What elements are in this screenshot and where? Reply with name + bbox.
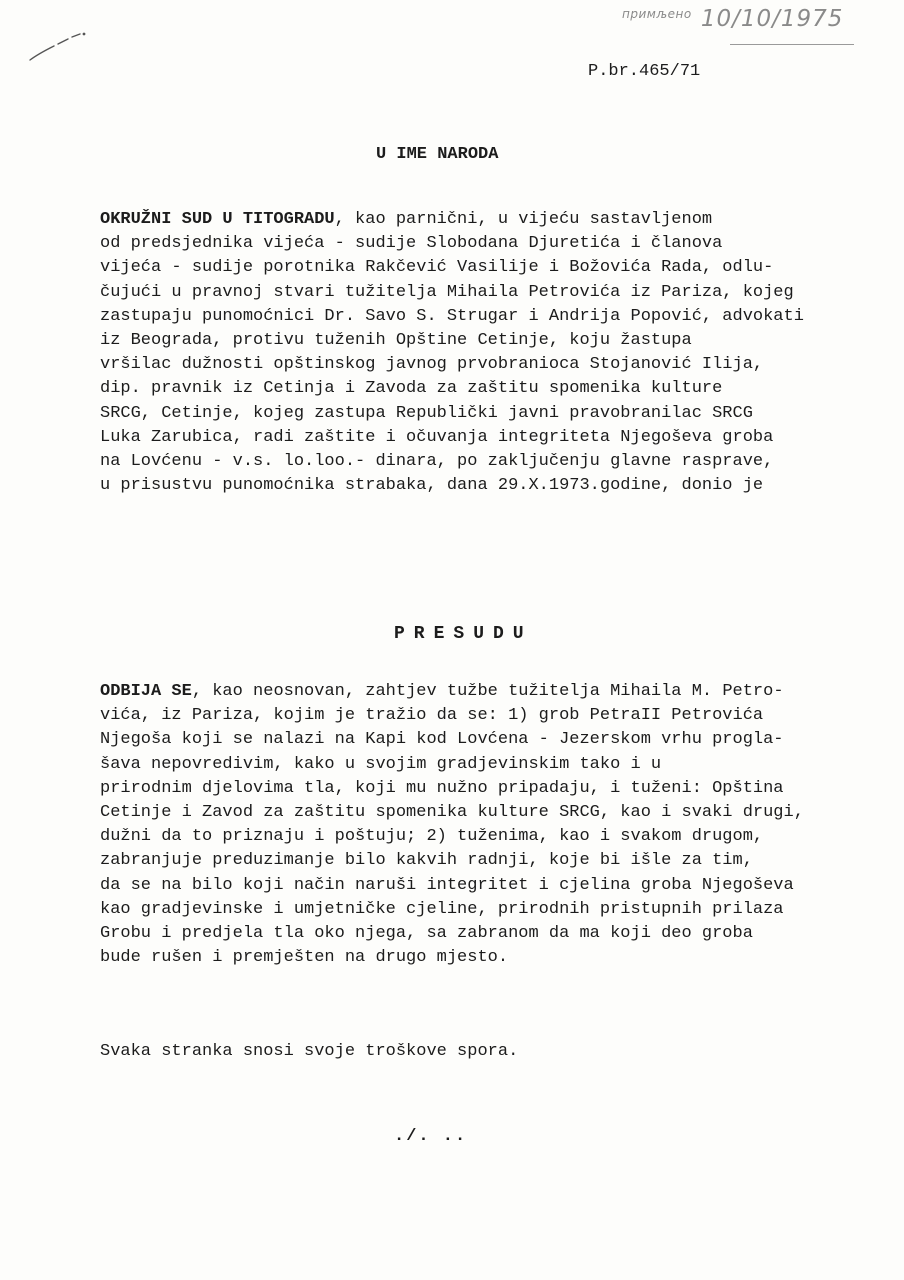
text-line: dužni da to priznaju i poštuju; 2) tuženima, kao i svakom drugom, <box>100 827 764 847</box>
document-heading: U IME NARODA <box>376 145 499 164</box>
verdict-title: PRESUDU <box>394 624 533 644</box>
received-stamp <box>622 6 843 32</box>
text-line: OKRUŽNI SUD U TITOGRADU, kao parnični, u vijeću sastavljenom <box>100 210 713 229</box>
court-name: OKRUŽNI SUD U TITOGRADU <box>100 210 335 229</box>
ruling-lead: ODBIJA SE <box>100 682 192 701</box>
text-line: da se na bilo koji način naruši integritet i cjelina groba Njegoševa <box>100 875 794 895</box>
text-line: šava nepovredivim, kako u svojim gradjevinskim tako i u <box>100 754 662 774</box>
text-line: prirodnim djelovima tla, koji mu nužno pripadaju, i tuženi: Opština <box>100 778 784 798</box>
case-number: P.br.465/71 <box>588 62 701 81</box>
text-line: iz Beograda, protivu tuženih Opštine Cetinje, koju žastupa <box>100 330 692 350</box>
text-line: kao gradjevinske i umjetničke cjeline, prirodnih pristupnih prilaza <box>100 899 784 919</box>
pen-mark <box>24 28 94 68</box>
text-line: u prisustvu punomoćnika strabaka, dana 29.X.1973.godine, donio je <box>100 476 764 496</box>
text-line: vijeća - sudije porotnika Rakčević Vasilije i Božovića Rada, odlu- <box>100 258 774 278</box>
text-line: dip. pravnik iz Cetinja i Zavoda za zaštitu spomenika kulture <box>100 379 723 399</box>
text-line: vića, iz Pariza, kojim je tražio da se: 1) grob PetraII Petrovića <box>100 706 764 726</box>
text-line: bude rušen i premješten na drugo mjesto. <box>100 948 509 968</box>
text-line: Svaka stranka snosi svoje troškove spora. <box>100 1042 519 1061</box>
text-line: SRCG, Cetinje, kojeg zastupa Republički javni pravobranilac SRCG <box>100 403 753 423</box>
page-continuation-mark: ./. .. <box>394 1127 468 1146</box>
text-line: Grobu i predjela tla oko njega, sa zabranom da ma koji deo groba <box>100 923 753 943</box>
ruling-paragraph <box>100 680 804 970</box>
costs-paragraph <box>100 1040 518 1064</box>
text-line: vršilac dužnosti opštinskog javnog prvobranioca Stojanović Ilija, <box>100 355 764 375</box>
text-line: zabranjuje preduzimanje bilo kakvih radnji, koje bi išle za tim, <box>100 851 753 871</box>
text-line: Luka Zarubica, radi zaštite i očuvanja integriteta Njegoševa groba <box>100 427 774 447</box>
text-line: zastupaju punomoćnici Dr. Savo S. Strugar i Andrija Popović, advokati <box>100 306 804 326</box>
text-line: od predsjednika vijeća - sudije Slobodana Djuretića i članova <box>100 234 723 254</box>
text-line: ODBIJA SE, kao neosnovan, zahtjev tužbe tužitelja Mihaila M. Petro- <box>100 682 784 701</box>
text-line: Cetinje i Zavod za zaštitu spomenika kulture SRCG, kao i svaki drugi, <box>100 802 804 822</box>
intro-paragraph <box>100 208 804 498</box>
text-line: na Lovćenu - v.s. lo.loo.- dinara, po zaključenju glavne rasprave, <box>100 451 774 471</box>
stamp-underline <box>730 44 854 45</box>
received-stamp-word: примљено <box>622 7 692 21</box>
text-line: čujući u pravnoj stvari tužitelja Mihaila Petrovića iz Pariza, kojeg <box>100 282 794 302</box>
text-line: Njegoša koji se nalazi na Kapi kod Lovćena - Jezerskom vrhu progla- <box>100 730 784 750</box>
received-stamp-date: 10/10/1975 <box>700 6 844 32</box>
